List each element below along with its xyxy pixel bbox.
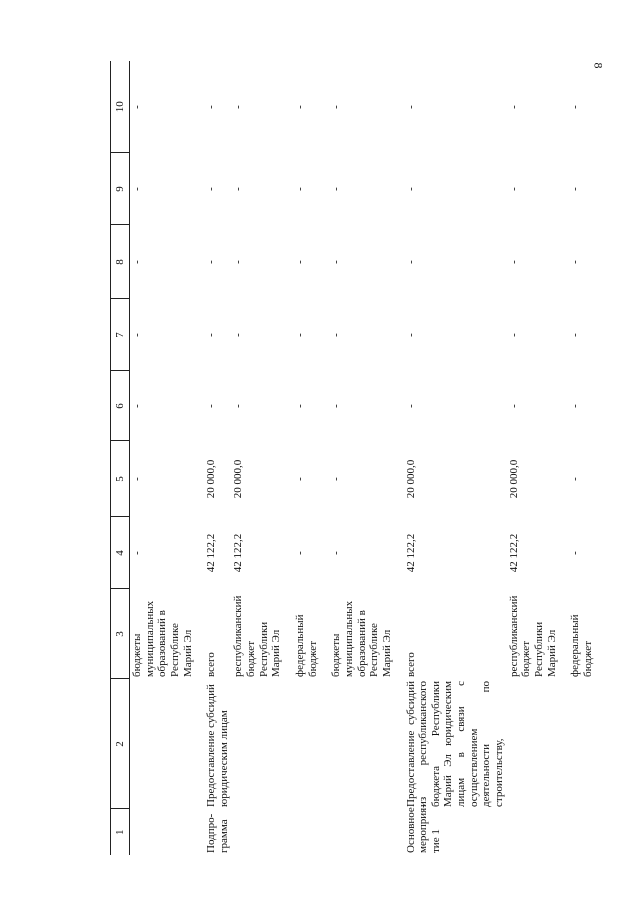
cell-section bbox=[507, 809, 560, 855]
cell-value: - bbox=[507, 404, 520, 408]
cell-name bbox=[130, 679, 196, 809]
cell-name bbox=[559, 679, 595, 809]
cell-value: 20 000,0 bbox=[232, 459, 245, 499]
table-row bbox=[195, 61, 231, 855]
table-row bbox=[559, 61, 595, 855]
cell-value: - bbox=[404, 187, 417, 191]
cell-value: - bbox=[330, 187, 343, 191]
cell-value: - bbox=[330, 404, 343, 408]
cell-value: - bbox=[330, 105, 343, 109]
cell-value: - bbox=[131, 551, 143, 555]
cell-section bbox=[284, 809, 320, 855]
cell-value: - bbox=[507, 333, 520, 337]
table-row bbox=[284, 61, 320, 855]
rotated-table-container bbox=[110, 61, 630, 855]
cell-value: - bbox=[330, 551, 343, 555]
cell-value: - bbox=[507, 105, 520, 109]
cell-value: - bbox=[205, 333, 218, 337]
column-header: 9 bbox=[111, 153, 130, 225]
cell-value: - bbox=[404, 333, 417, 337]
cell-name bbox=[320, 679, 394, 809]
cell-source: республиканский бюджет Республики Марий Эл bbox=[232, 595, 283, 677]
cell-name: Предоставление субсидий из республиканского бюджета Республики Марий Эл юридическим лицам в связи с осуществлением деятельности по строительству, bbox=[404, 681, 506, 807]
cell-value: - bbox=[131, 404, 143, 408]
cell-value: - bbox=[330, 333, 343, 337]
cell-value: - bbox=[131, 105, 143, 109]
cell-section bbox=[231, 809, 284, 855]
cell-source: всего bbox=[404, 652, 417, 677]
cell-source: федеральный бюджет bbox=[294, 614, 319, 677]
cell-value: - bbox=[205, 260, 218, 264]
budget-table bbox=[110, 61, 596, 855]
column-header: 6 bbox=[111, 371, 130, 441]
cell-value: - bbox=[232, 404, 245, 408]
cell-value: - bbox=[569, 477, 582, 481]
cell-value: - bbox=[404, 105, 417, 109]
cell-value: 20 000,0 bbox=[507, 459, 520, 499]
cell-section bbox=[130, 809, 196, 855]
cell-value: - bbox=[131, 260, 143, 264]
cell-value: - bbox=[294, 260, 307, 264]
cell-value: - bbox=[404, 260, 417, 264]
cell-value: - bbox=[404, 404, 417, 408]
cell-source: республиканский бюджет Республики Марий Эл bbox=[507, 595, 558, 677]
cell-value: - bbox=[569, 105, 582, 109]
table-row bbox=[231, 61, 284, 855]
cell-value: 42 122,2 bbox=[205, 533, 218, 573]
cell-value: - bbox=[507, 260, 520, 264]
cell-value: - bbox=[330, 260, 343, 264]
column-header: 1 bbox=[111, 809, 130, 855]
cell-value: - bbox=[232, 260, 245, 264]
cell-value: - bbox=[232, 187, 245, 191]
cell-value: 20 000,0 bbox=[205, 459, 218, 499]
column-header: 2 bbox=[111, 679, 130, 809]
cell-value: - bbox=[294, 187, 307, 191]
cell-value: - bbox=[294, 404, 307, 408]
cell-value: - bbox=[205, 404, 218, 408]
cell-source: федеральный бюджет bbox=[569, 614, 594, 677]
cell-name bbox=[231, 679, 284, 809]
cell-value: 20 000,0 bbox=[404, 459, 417, 499]
cell-value: - bbox=[569, 333, 582, 337]
cell-value: - bbox=[205, 105, 218, 109]
cell-source: всего bbox=[205, 652, 218, 677]
cell-source: бюджеты муниципальных образований в Республике Марий Эл bbox=[330, 600, 393, 677]
cell-value: - bbox=[569, 187, 582, 191]
column-header: 7 bbox=[111, 299, 130, 371]
header-row bbox=[111, 61, 130, 855]
column-header: 10 bbox=[111, 61, 130, 153]
cell-value: - bbox=[294, 477, 307, 481]
cell-name bbox=[507, 679, 560, 809]
cell-section: Основное мероприя-тие 1 bbox=[404, 804, 442, 853]
cell-value: - bbox=[569, 404, 582, 408]
cell-value: 42 122,2 bbox=[404, 533, 417, 573]
cell-value: - bbox=[205, 187, 218, 191]
cell-value: - bbox=[131, 333, 143, 337]
cell-value: - bbox=[232, 333, 245, 337]
cell-value: - bbox=[232, 105, 245, 109]
cell-value: - bbox=[569, 260, 582, 264]
cell-value: - bbox=[569, 551, 582, 555]
cell-name: Предоставление субсидий юридическим лицам bbox=[205, 684, 230, 807]
table-row bbox=[507, 61, 560, 855]
cell-source: бюджеты муниципальных образований в Республике Марий Эл bbox=[131, 600, 194, 677]
cell-section bbox=[320, 809, 394, 855]
cell-value: - bbox=[131, 187, 143, 191]
page-number: 8 bbox=[591, 62, 606, 69]
cell-value: - bbox=[131, 477, 143, 481]
cell-value: 42 122,2 bbox=[507, 533, 520, 573]
cell-section bbox=[559, 809, 595, 855]
document-frame bbox=[110, 60, 639, 853]
cell-value: - bbox=[294, 551, 307, 555]
column-header: 8 bbox=[111, 225, 130, 299]
cell-value: - bbox=[294, 333, 307, 337]
table-row bbox=[130, 61, 196, 855]
column-header: 3 bbox=[111, 589, 130, 679]
column-header: 5 bbox=[111, 441, 130, 517]
cell-value: - bbox=[294, 105, 307, 109]
table-row bbox=[320, 61, 394, 855]
cell-value: 42 122,2 bbox=[232, 533, 245, 573]
cell-value: - bbox=[330, 477, 343, 481]
cell-name bbox=[284, 679, 320, 809]
column-header: 4 bbox=[111, 517, 130, 589]
table-row bbox=[395, 61, 507, 855]
cell-section: Подпро-грамма bbox=[205, 813, 230, 853]
cell-value: - bbox=[507, 187, 520, 191]
